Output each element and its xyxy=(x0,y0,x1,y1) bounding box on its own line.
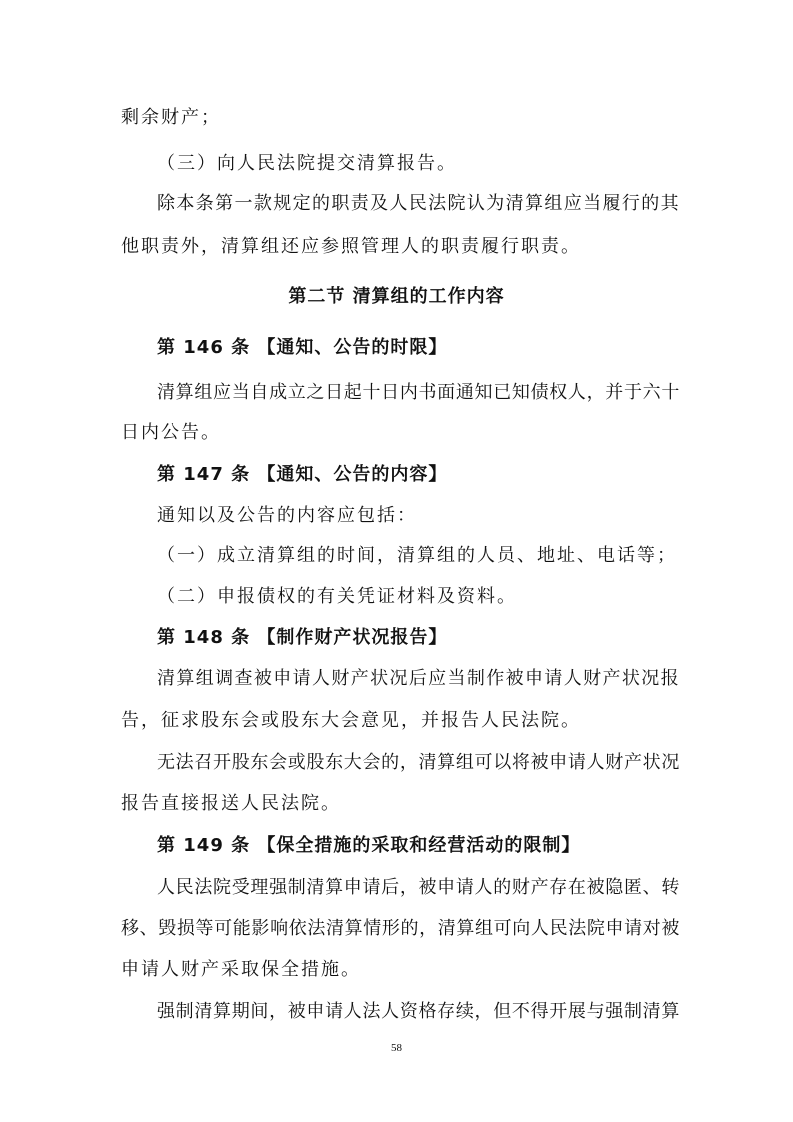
paragraph-line: 日内公告。 xyxy=(121,422,221,443)
article-heading-146: 第 146 条 【通知、公告的时限】 xyxy=(157,337,448,358)
paragraph-line: 他职责外，清算组还应参照管理人的职责履行职责。 xyxy=(121,236,581,257)
paragraph-line: 告，征求股东会或股东大会意见，并报告人民法院。 xyxy=(121,710,581,731)
paragraph-line: 申请人财产采取保全措施。 xyxy=(121,959,361,980)
paragraph-line: 无法召开股东会或股东大会的，清算组可以将被申请人财产状况 xyxy=(157,752,680,773)
list-item-line: （二）申报债权的有关凭证材料及资料。 xyxy=(157,586,517,607)
article-heading-148: 第 148 条 【制作财产状况报告】 xyxy=(157,627,448,648)
article-heading-149: 第 149 条 【保全措施的采取和经营活动的限制】 xyxy=(157,835,581,856)
paragraph-line: 清算组调查被申请人财产状况后应当制作被申请人财产状况报 xyxy=(157,668,680,689)
paragraph-line: 除本条第一款规定的职责及人民法院认为清算组应当履行的其 xyxy=(157,193,680,214)
paragraph-line: 移、毁损等可能影响依法清算情形的，清算组可向人民法院申请对被 xyxy=(121,918,680,939)
section-heading: 第二节 清算组的工作内容 xyxy=(288,286,505,307)
list-item-line: （一）成立清算组的时间，清算组的人员、地址、电话等； xyxy=(157,545,677,566)
article-heading-147: 第 147 条 【通知、公告的内容】 xyxy=(157,464,448,485)
paragraph-line: 通知以及公告的内容应包括： xyxy=(157,505,417,526)
page-number: 58 xyxy=(391,1042,402,1054)
paragraph-line: 强制清算期间，被申请人法人资格存续，但不得开展与强制清算 xyxy=(157,1001,680,1022)
paragraph-line: 清算组应当自成立之日起十日内书面通知已知债权人，并于六十 xyxy=(157,382,680,403)
list-item-line: （三）向人民法院提交清算报告。 xyxy=(157,153,457,174)
paragraph-line: 人民法院受理强制清算申请后，被申请人的财产存在被隐匿、转 xyxy=(157,877,680,898)
paragraph-line: 剩余财产； xyxy=(121,107,221,128)
paragraph-line: 报告直接报送人民法院。 xyxy=(121,793,341,814)
